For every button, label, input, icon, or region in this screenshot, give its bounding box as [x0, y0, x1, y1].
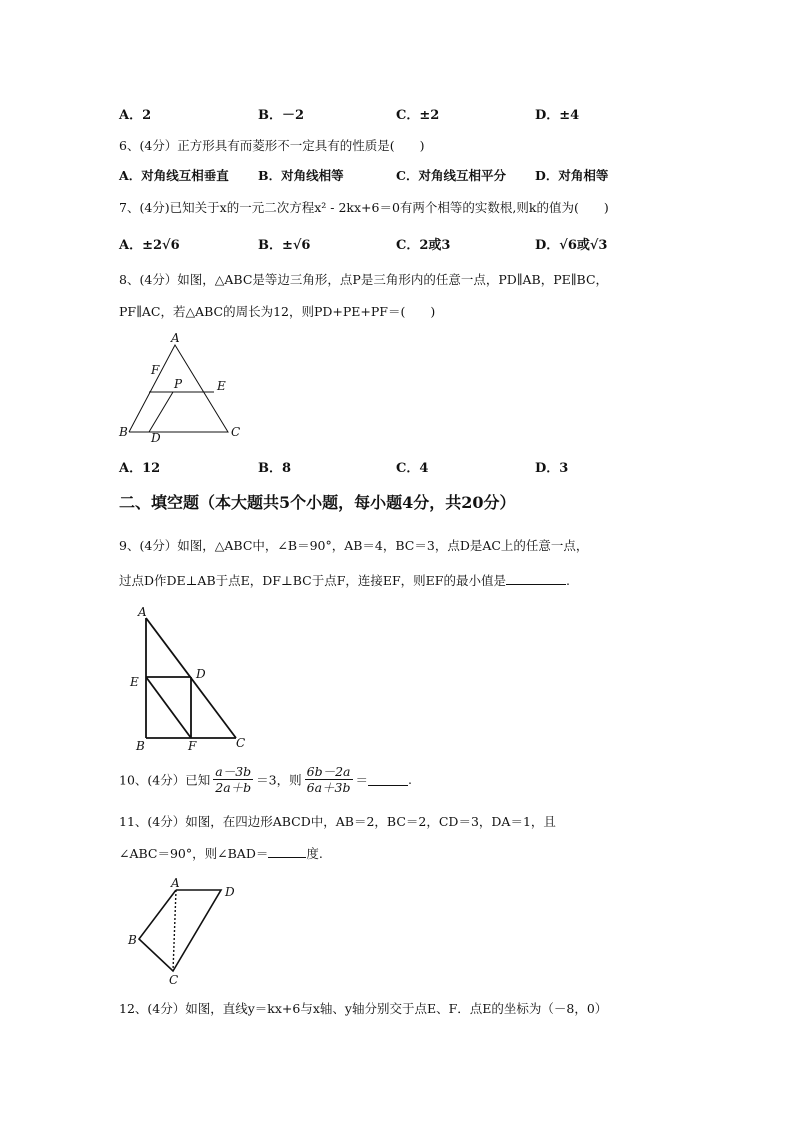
- q9-label-b: B: [136, 739, 145, 753]
- q6-option-d: D．对角相等: [535, 168, 609, 183]
- q7-option-c: C．2或3: [396, 238, 451, 253]
- q9-label-f: F: [188, 739, 197, 753]
- section-2-title: 二、填空题（本大题共5个小题，每小题4分，共20分）: [119, 493, 516, 512]
- q11-label-c: C: [169, 973, 179, 987]
- q8-label-b: B: [119, 425, 128, 439]
- q8-stem-line2: PF∥AC，若△ABC的周长为12，则PD+PE+PF＝( ): [119, 304, 436, 319]
- q8-label-d: D: [151, 431, 161, 445]
- q8-segment-pd: [149, 392, 173, 432]
- q9-segment-ef: [146, 677, 191, 738]
- q5-option-a: A．2: [119, 108, 152, 123]
- q9-triangle-figure: [130, 602, 260, 752]
- q12-stem: 12、(4分）如图，直线y＝kx+6与x轴、y轴分别交于点E、F．点E的坐标为（－8，0）: [119, 1001, 608, 1016]
- q10-frac1-denominator: 2a＋b: [215, 780, 252, 795]
- q8-option-d: D．3: [535, 461, 569, 476]
- q9-label-d: D: [196, 667, 206, 681]
- q9-label-e: E: [130, 675, 139, 689]
- q9-stem-text: 过点D作DE⊥AB于点E，DF⊥BC于点F，连接EF，则EF的最小值是: [119, 573, 506, 588]
- q11-stem-line2: [119, 844, 323, 862]
- q8-option-a: A．12: [119, 461, 161, 476]
- q8-label-e: E: [217, 379, 226, 393]
- q6-option-c: C．对角线互相平分: [396, 168, 506, 183]
- q11-quadrilateral-abcd: [139, 890, 221, 971]
- q5-option-b: B．－2: [258, 108, 305, 123]
- q7-option-a: A．±2√6: [119, 238, 180, 253]
- q9-stem-line2: [119, 571, 570, 589]
- q11-stem-text: ∠ABC＝90°，则∠BAD＝: [119, 846, 269, 861]
- q8-label-p: P: [174, 377, 183, 391]
- q11-label-d: D: [225, 885, 235, 899]
- q8-option-b: B．8: [258, 461, 292, 476]
- q8-label-c: C: [231, 425, 241, 439]
- q11-quadrilateral-figure: [125, 876, 245, 991]
- q10-frac2-numerator: 6b－2a: [306, 764, 351, 779]
- q11-stem-end: 度.: [306, 846, 323, 861]
- q9-stem-line1: 9、(4分）如图，△ABC中，∠B＝90°，AB＝4，BC＝3，点D是AC上的任意一点，: [119, 538, 589, 553]
- q8-option-c: C．4: [396, 461, 429, 476]
- q10-fraction-2: [305, 764, 353, 795]
- q10-fraction-1: [213, 764, 253, 795]
- q10-mid: ＝3，则: [256, 772, 302, 788]
- q11-label-b: B: [128, 933, 137, 947]
- q8-label-f: F: [151, 363, 160, 377]
- q8-stem-line1: 8、(4分）如图，△ABC是等边三角形，点P是三角形内的任意一点，PD∥AB，PE∥BC，: [119, 272, 609, 287]
- q10-answer-blank[interactable]: [368, 773, 408, 786]
- q6-option-a: A．对角线互相垂直: [119, 168, 229, 183]
- q8-triangle-figure: [115, 330, 255, 450]
- q6-stem: 6、(4分）正方形具有而菱形不一定具有的性质是( ): [119, 138, 425, 153]
- q8-label-a: A: [171, 331, 180, 345]
- q9-label-a: A: [138, 605, 147, 619]
- q11-diagonal-ac: [173, 890, 176, 971]
- q10-prefix: 10、(4分）已知: [119, 772, 211, 788]
- q7-option-d: D．√6或√3: [535, 238, 608, 253]
- q10-stem: [119, 764, 412, 795]
- q5-option-d: D．±4: [535, 108, 580, 123]
- q11-label-a: A: [171, 876, 180, 890]
- q9-label-c: C: [236, 736, 246, 750]
- q10-frac1-numerator: a－3b: [215, 764, 252, 779]
- q9-stem-end: .: [565, 573, 570, 588]
- q10-frac2-denominator: 6a＋3b: [306, 780, 351, 795]
- q5-option-c: C．±2: [396, 108, 440, 123]
- q6-option-b: B．对角线相等: [258, 168, 344, 183]
- q10-end: .: [408, 772, 412, 787]
- q9-answer-blank[interactable]: [506, 572, 566, 585]
- q7-option-b: B．±√6: [258, 238, 311, 253]
- q11-stem-line1: 11、(4分）如图，在四边形ABCD中，AB＝2，BC＝2，CD＝3，DA＝1，且: [119, 814, 556, 829]
- q10-equals: ＝: [355, 772, 369, 788]
- q7-stem: 7、(4分)已知关于x的一元二次方程x² - 2kx+6＝0有两个相等的实数根,则k的值为( ): [119, 200, 609, 215]
- q11-answer-blank[interactable]: [268, 845, 306, 858]
